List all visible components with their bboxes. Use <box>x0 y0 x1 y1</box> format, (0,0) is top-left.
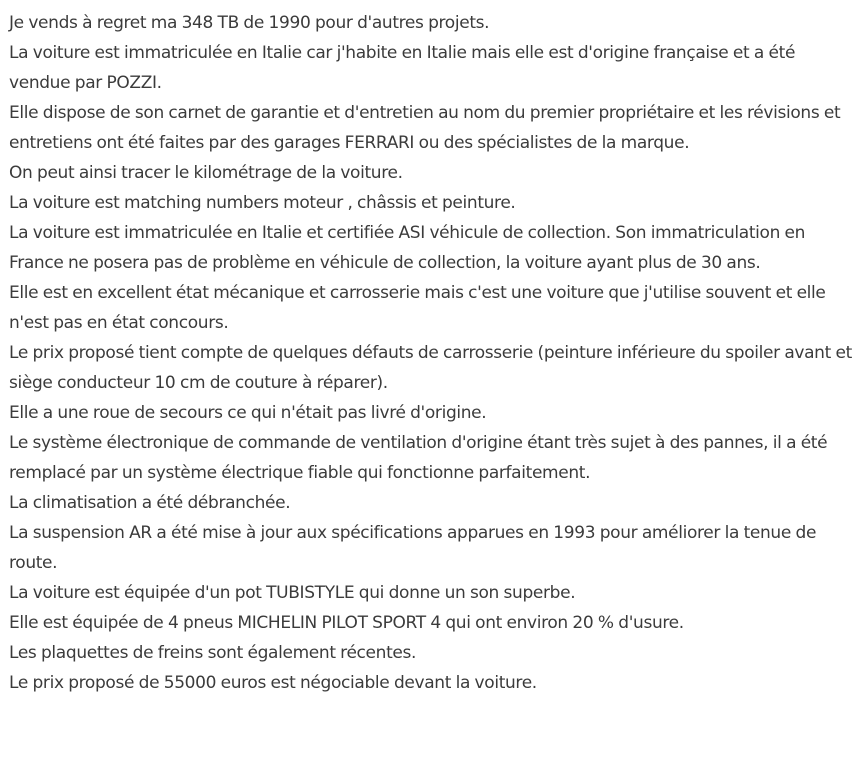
description-paragraph: La climatisation a été débranchée. <box>9 493 291 513</box>
description-paragraph: Elle est équipée de 4 pneus MICHELIN PILOT SPORT 4 qui ont environ 20 % d'usure. <box>9 613 684 633</box>
description-paragraph: Le système électronique de commande de ventilation d'origine étant très sujet à des pannes, il a été remplacé par un système électrique fiable qui fonctionne parfaitement. <box>9 433 828 483</box>
description-paragraph: La voiture est immatriculée en Italie et certifiée ASI véhicule de collection. Son immatriculation en France ne posera pas de problème en véhicule de collection, la voiture ayant plus de 30 ans. <box>9 223 806 273</box>
description-paragraph: Les plaquettes de freins sont également récentes. <box>9 643 417 663</box>
description-paragraph: La voiture est immatriculée en Italie car j'habite en Italie mais elle est d'origine française et a été vendue par POZZI. <box>9 43 796 93</box>
description-paragraph: La voiture est équipée d'un pot TUBISTYLE qui donne un son superbe. <box>9 583 576 603</box>
description-paragraph: Le prix proposé tient compte de quelques défauts de carrosserie (peinture inférieure du spoiler avant et siège conducteur 10 cm de couture à réparer). <box>9 343 852 393</box>
description-paragraph: Elle a une roue de secours ce qui n'était pas livré d'origine. <box>9 403 487 423</box>
description-paragraph: Je vends à regret ma 348 TB de 1990 pour d'autres projets. <box>9 13 490 33</box>
description-paragraph: Elle est en excellent état mécanique et carrosserie mais c'est une voiture que j'utilise souvent et elle n'est pas en état concours. <box>9 283 826 333</box>
description-paragraph: La voiture est matching numbers moteur , châssis et peinture. <box>9 193 516 213</box>
description-paragraph: Elle dispose de son carnet de garantie et d'entretien au nom du premier propriétaire et les révisions et entretiens ont été faites par des garages FERRARI ou des spécialistes de la marque. <box>9 103 841 153</box>
description-paragraph: La suspension AR a été mise à jour aux spécifications apparues en 1993 pour améliorer la tenue de route. <box>9 523 817 573</box>
description-paragraph: Le prix proposé de 55000 euros est négociable devant la voiture. <box>9 673 537 693</box>
description-paragraph: On peut ainsi tracer le kilométrage de la voiture. <box>9 163 403 183</box>
